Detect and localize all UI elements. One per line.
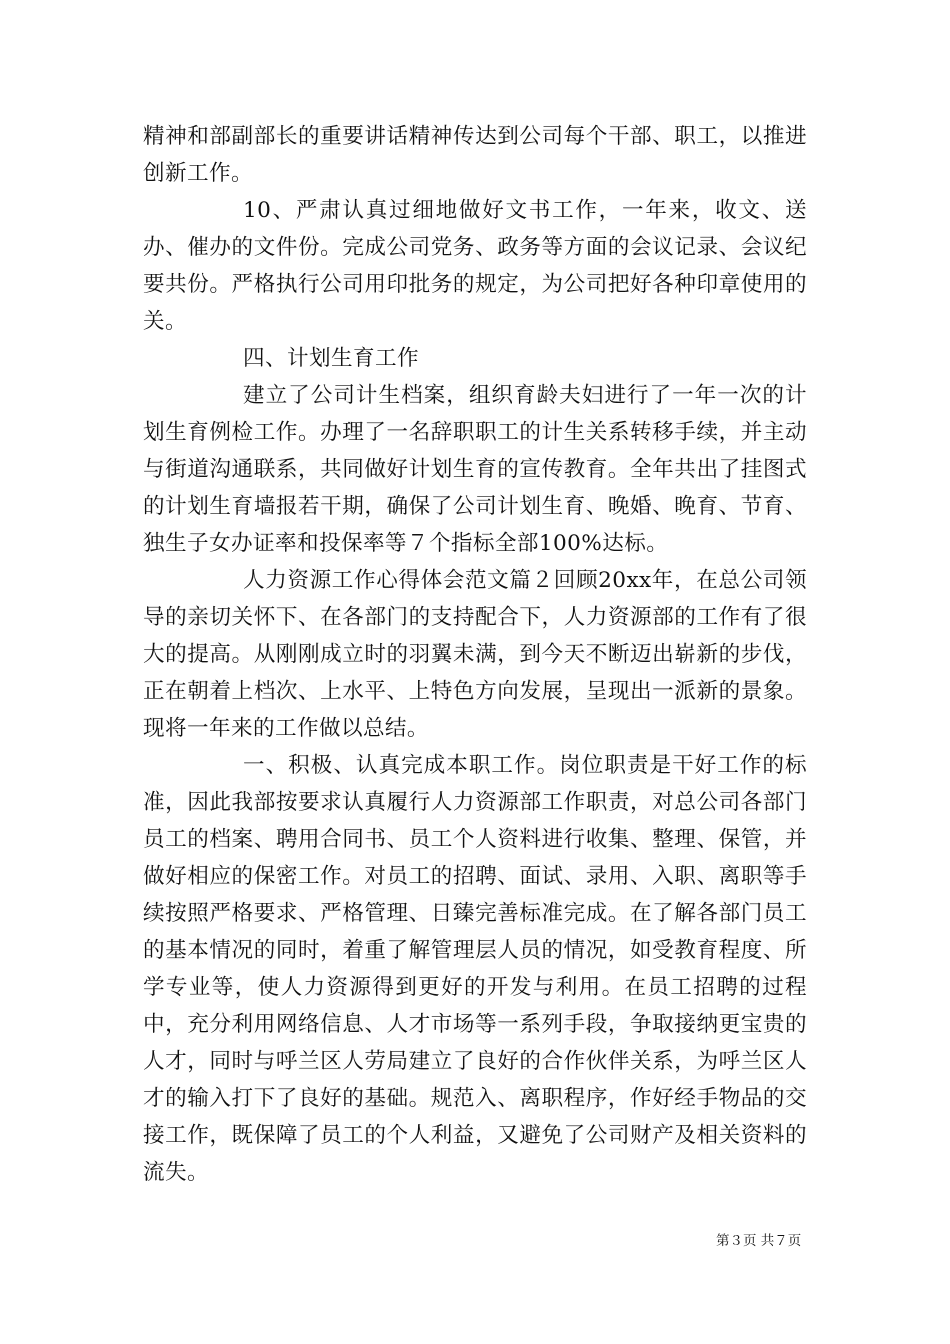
paragraph-hr-duties: 一、积极、认真完成本职工作。岗位职责是干好工作的标准，因此我部按要求认真履行人力资源部工作职责，对总公司各部门员工的档案、聘用合同书、员工个人资料进行收集、整理、保管，并做好相应的保密工作。对员工的招聘、面试、录用、入职、离职等手续按照严格要求、严格管理、日臻完善标准完成。在了解各部门员工的基本情况的同时，着重了解管理层人员的情况，如受教育程度、所学专业等，使人力资源得到更好的开发与利用。在员工招聘的过程中，充分利用网络信息、人才市场等一系列手段，争取接纳更宝贵的人才，同时与呼兰区人劳局建立了良好的合作伙伴关系，为呼兰区人才的输入打下了良好的基础。规范入、离职程序，作好经手物品的交接工作，既保障了员工的个人利益，又避免了公司财产及相关资料的流失。	[143, 753, 807, 1185]
paragraph-continuation: 精神和部副部长的重要讲话精神传达到公司每个干部、职工，以推进创新工作。	[143, 124, 807, 186]
paragraph-item-10: 10、严肃认真过细地做好文书工作，一年来，收文、送办、催办的文件份。完成公司党务、政务等方面的会议记录、会议纪要共份。严格执行公司用印批务的规定，为公司把好各种印章使用的关。	[143, 198, 807, 334]
document-body	[143, 118, 807, 1191]
page-number-footer: 第３页 共７页	[716, 1233, 802, 1249]
paragraph-family-planning: 建立了公司计生档案，组织育龄夫妇进行了一年一次的计划生育例检工作。办理了一名辞职职工的计生关系转移手续，并主动与街道沟通联系，共同做好计划生育的宣传教育。全年共出了挂图式的计划生育墙报若干期，确保了公司计划生育、晚婚、晚育、节育、独生子女办证率和投保率等７个指标全部100%达标。	[143, 383, 807, 556]
section-heading-family-planning: 四、计划生育工作	[243, 346, 419, 371]
paragraph-hr-review: 人力资源工作心得体会范文篇２回顾20xx年，在总公司领导的亲切关怀下、在各部门的支持配合下，人力资源部的工作有了很大的提高。从刚刚成立时的羽翼未满，到今天不断迈出崭新的步伐，正在朝着上档次、上水平、上特色方向发展，呈现出一派新的景象。现将一年来的工作做以总结。	[143, 568, 807, 741]
